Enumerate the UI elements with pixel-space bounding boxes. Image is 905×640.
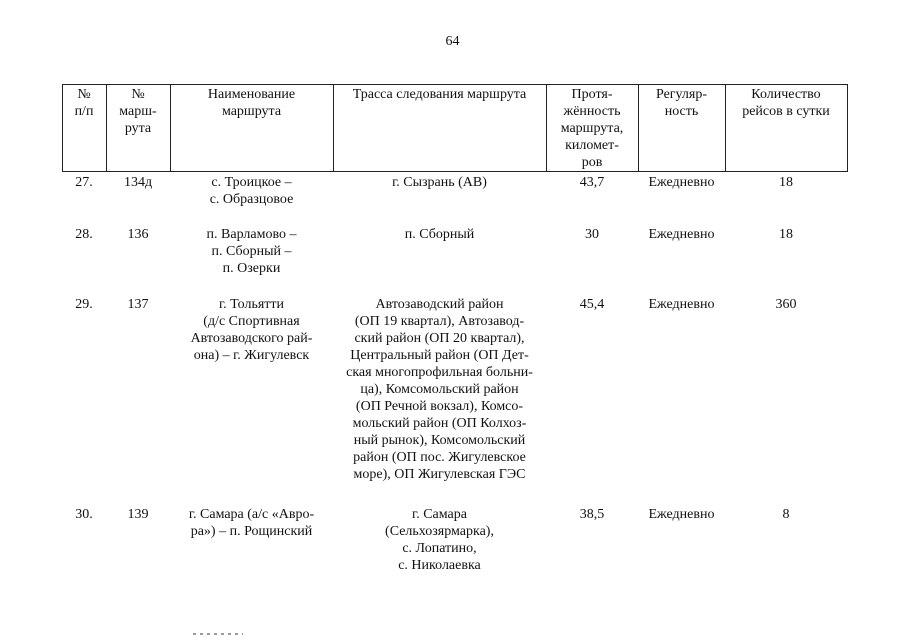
header-num: № п/п: [74, 87, 94, 119]
cell-route-path: г. Самара (Сельхозярмарка), с. Лопатино, с. Николаевка: [385, 507, 494, 573]
header-route-name: Наименование маршрута: [207, 87, 296, 119]
cell-route-name: г. Тольятти (д/с Спортивная Автозаводского рай- она) – г. Жигулевск: [190, 297, 313, 363]
cell-trips: 360: [775, 297, 797, 312]
cell-regularity: Ежедневно: [648, 175, 715, 190]
cell-num: 29.: [75, 297, 93, 312]
header-route-no: № марш- рута: [119, 87, 157, 136]
cell-route-no: 136: [127, 227, 149, 242]
cell-length: 38,5: [579, 507, 605, 522]
scan-artifact: [193, 633, 243, 635]
cell-route-no: 137: [127, 297, 149, 312]
cell-trips: 8: [782, 507, 790, 522]
cell-route-name: п. Варламово – п. Сборный – п. Озерки: [206, 227, 297, 276]
cell-regularity: Ежедневно: [648, 507, 715, 522]
cell-trips: 18: [779, 175, 793, 190]
page-number: 64: [445, 34, 460, 49]
header-route-path: Трасса следования маршрута: [352, 87, 527, 102]
cell-num: 30.: [75, 507, 93, 522]
cell-trips: 18: [779, 227, 793, 242]
cell-length: 43,7: [579, 175, 605, 190]
header-length: Протя- жённость маршрута, километ- ров: [560, 87, 624, 170]
cell-regularity: Ежедневно: [648, 297, 715, 312]
header-regularity: Регуляр- ность: [655, 87, 708, 119]
col-border-right: [847, 84, 848, 171]
cell-regularity: Ежедневно: [648, 227, 715, 242]
cell-route-no: 134д: [123, 175, 153, 190]
cell-route-path: г. Сызрань (АВ): [392, 175, 487, 190]
cell-length: 45,4: [579, 297, 605, 312]
cell-route-no: 139: [127, 507, 149, 522]
cell-route-path: Автозаводский район (ОП 19 квартал), Автозавод- ский район (ОП 20 квартал), Центральный район (ОП Дет- ская многопрофильная больни- ца), Комсомольский район (ОП Речной вокзал), Комсо- мольский район (ОП Колхоз- ный рынок), Комсомольский район (ОП пос. Жигулевское море), ОП Жигулевская ГЭС: [346, 297, 533, 482]
cell-num: 28.: [75, 227, 93, 242]
cell-num: 27.: [75, 175, 93, 190]
cell-route-name: г. Самара (а/с «Авро- ра») – п. Рощинский: [188, 507, 315, 539]
header-bottom-border: [62, 171, 848, 172]
routes-table: [62, 0, 848, 640]
cell-length: 30: [585, 227, 599, 242]
cell-route-name: с. Троицкое – с. Образцовое: [209, 175, 294, 207]
header-trips: Количество рейсов в сутки: [742, 87, 830, 119]
cell-route-path: п. Сборный: [404, 227, 475, 242]
table-top-border: [62, 84, 848, 85]
